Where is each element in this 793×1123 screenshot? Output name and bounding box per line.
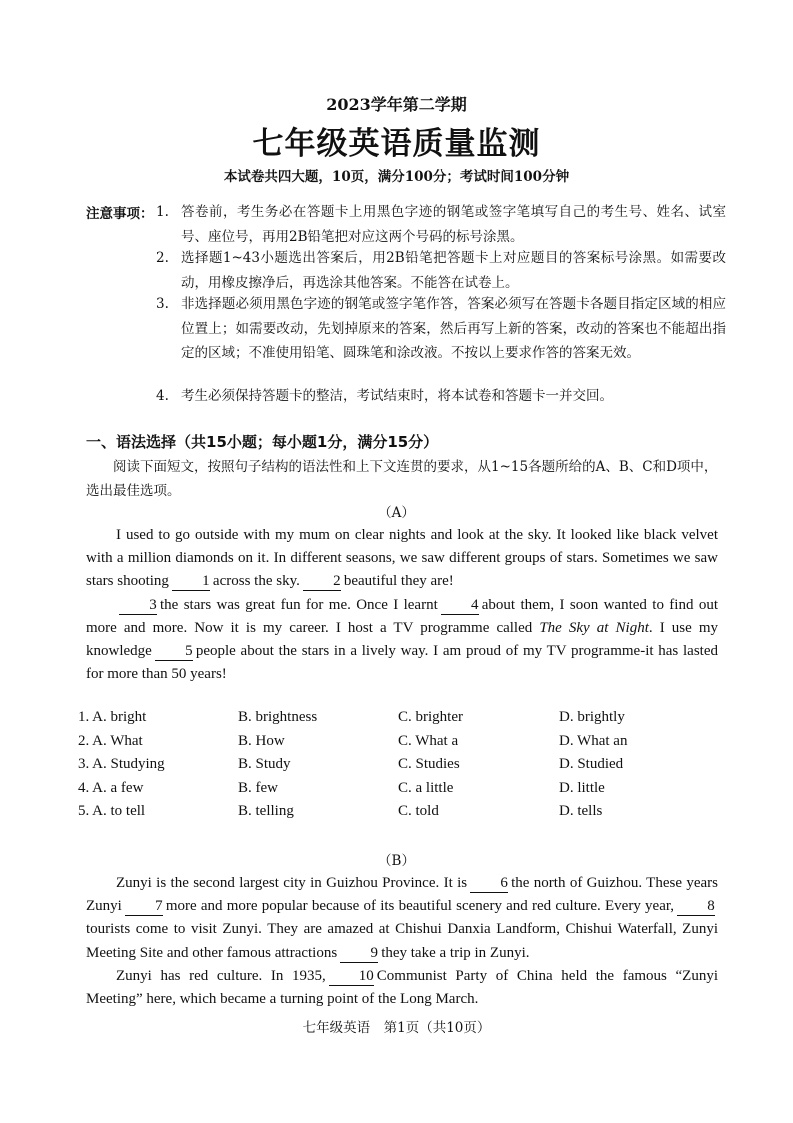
option-a: 5. A. to tell: [78, 803, 146, 819]
passage-text: Zunyi has red culture. In 1935,: [116, 967, 326, 984]
blank-4: 4: [441, 597, 479, 615]
blank-5: 5: [155, 643, 193, 661]
option-row: [78, 733, 738, 757]
part-b-label: （B）: [378, 853, 415, 869]
option-c: C. What a: [398, 732, 459, 749]
passage-text: I used to go outside with my mum on clear nights and look at the sky. It looked like black velvet with a million diamonds on it. In different seasons, we saw different groups of stars. Sometimes we saw stars shooting: [86, 527, 718, 590]
option-a: 3. A. Studying: [78, 756, 165, 772]
option-c: C. a little: [398, 779, 454, 796]
option-b: B. Study: [238, 756, 291, 772]
option-d: D. tells: [559, 803, 603, 819]
notice-item: [156, 246, 726, 295]
passage-paragraph: [86, 965, 718, 1011]
passage-paragraph: [86, 524, 718, 594]
notice-item: [156, 292, 726, 366]
blank-1: 1: [172, 573, 210, 591]
option-a: 2. A. What: [78, 732, 143, 749]
option-d: D. little: [559, 779, 605, 796]
passage-text: the stars was great fun for me. Once I learnt: [160, 596, 438, 613]
option-c: C. told: [398, 803, 439, 819]
option-b: B. telling: [238, 803, 294, 819]
option-d: D. brightly: [559, 709, 625, 725]
blank-8: 8: [677, 898, 715, 916]
exam-subtitle: 本试卷共四大题，10页，满分100分；考试时间100分钟: [223, 169, 570, 185]
blank-3: 3: [119, 597, 157, 615]
option-d: D. What an: [559, 732, 628, 749]
notice-item-number: 2.: [156, 250, 169, 266]
blank-7: 7: [125, 898, 163, 916]
notice-item-text: 考生必须保持答题卡的整洁，考试结束时，将本试卷和答题卡一并交回。: [181, 388, 613, 404]
option-c: C. Studies: [398, 756, 460, 772]
part-a-label: （A）: [378, 505, 415, 521]
option-b: B. How: [238, 732, 285, 749]
option-c: C. brighter: [398, 709, 463, 725]
passage-text: Communist Party of China held the famous “Zunyi Meeting” here, which became a turning point of the Long March.: [86, 967, 718, 1008]
passage-text: beautiful they are!: [343, 573, 454, 590]
page-title: 七年级英语质量监测: [252, 126, 541, 162]
option-row: [78, 709, 738, 733]
section-heading: 一、语法选择（共15小题；每小题1分，满分15分）: [86, 433, 439, 451]
passage-b: [86, 872, 718, 1011]
passage-paragraph: [86, 594, 718, 687]
notice-item-number: 3.: [156, 296, 169, 312]
passage-a: [86, 524, 718, 686]
notice-item-text: 选择题1~43小题选出答案后，用2B铅笔把答题卡上对应题目的答案标号涂黑。如需要改动，用橡皮擦净后，再选涂其他答案。不能答在试卷上。: [181, 250, 726, 291]
passage-text: they take a trip in Zunyi.: [381, 944, 530, 961]
notice-item-text: 非选择题必须用黑色字迹的钢笔或签字笔作答，答案必须写在答题卡各题目指定区域的相应位置上；如需要改动，先划掉原来的答案，然后再写上新的答案，改动的答案也不能超出指定的区域；不准使用铅笔、圆珠笔和涂改液。不按以上要求作答的答案无效。: [181, 296, 726, 361]
section-instruction: 阅读下面短文，按照句子结构的语法性和上下文连贯的要求，从1~15各题所给的A、B、C和D项中，选出最佳选项。: [86, 459, 718, 499]
answer-options: [78, 709, 738, 827]
option-a: 1. A. bright: [78, 709, 147, 725]
programme-title: The Sky at Night: [539, 619, 649, 636]
option-d: D. Studied: [559, 756, 624, 772]
passage-text: tourists come to visit Zunyi. They are amazed at Chishui Danxia Landform, Chishui Waterfall, Zunyi Meeting Site and other famous attractions: [86, 921, 718, 961]
notice-item-number: 4.: [156, 388, 169, 404]
passage-text: people about the stars in a lively way. I am proud of my TV programme-it has lasted for more than 50 years!: [86, 643, 718, 683]
notice-label: 注意事项：: [86, 206, 154, 222]
blank-6: 6: [470, 875, 508, 893]
notice-item-number: 1.: [156, 204, 169, 220]
passage-text: more and more popular because of its beautiful scenery and red culture. Every year,: [165, 898, 674, 915]
option-row: [78, 780, 738, 804]
blank-9: 9: [340, 945, 378, 963]
notice-item: [156, 200, 726, 249]
option-row: [78, 756, 738, 780]
notice-item: [156, 384, 726, 409]
option-b: B. few: [238, 779, 278, 796]
passage-text: about them, I soon wanted to find out more and more. Now it is my career. I host a TV programme called: [86, 596, 718, 636]
blank-10: 10: [329, 968, 374, 986]
option-row: [78, 803, 738, 827]
passage-paragraph: [86, 872, 718, 965]
notice-item-text: 答卷前，考生务必在答题卡上用黑色字迹的钢笔或签字笔填写自己的考生号、姓名、试室号、座位号，再用2B铅笔把对应这两个号码的标号涂黑。: [181, 204, 726, 245]
passage-text: . I use my knowledge: [86, 619, 718, 660]
option-b: B. brightness: [238, 709, 318, 725]
passage-text: across the sky.: [212, 573, 300, 590]
option-a: 4. A. a few: [78, 779, 144, 796]
page-footer: 七年级英语 第1页（共10页）: [302, 1020, 491, 1036]
exam-term: 2023学年第二学期: [326, 95, 467, 114]
passage-text: Zunyi is the second largest city in Guizhou Province. It is: [116, 875, 468, 891]
passage-text: the north of Guizhou. These years Zunyi: [86, 875, 718, 915]
blank-2: 2: [303, 573, 341, 591]
